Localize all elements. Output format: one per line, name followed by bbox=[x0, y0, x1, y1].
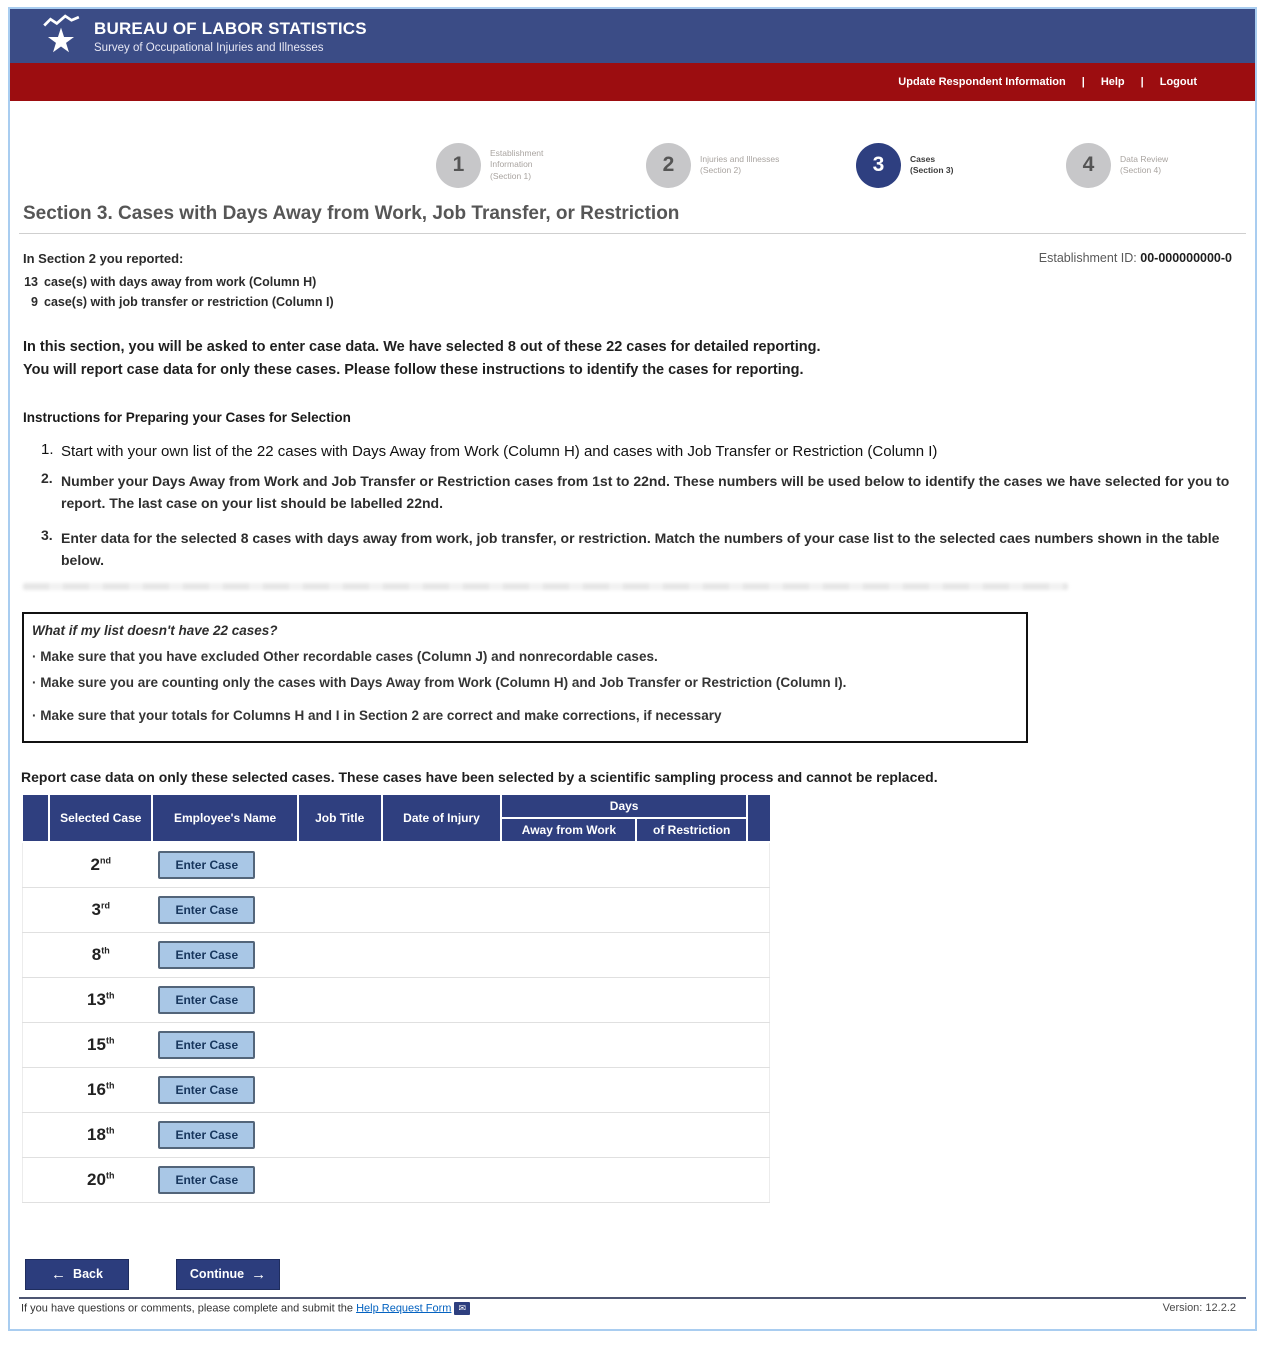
instruction-3-number: 3. bbox=[41, 527, 53, 543]
selected-cases-table bbox=[22, 793, 770, 1203]
update-respondent-link[interactable]: Update Respondent Information bbox=[898, 76, 1066, 88]
instruction-2-bold-2: 22nd bbox=[633, 473, 667, 489]
table-row bbox=[23, 1112, 770, 1157]
footer bbox=[19, 1297, 1246, 1329]
step-data-review bbox=[1066, 129, 1218, 201]
enter-case-button[interactable]: Enter Case bbox=[158, 1121, 255, 1149]
step-2-section: (Section 2) bbox=[700, 165, 742, 175]
step-3-circle: 3 bbox=[856, 143, 901, 188]
envelope-icon[interactable]: ✉ bbox=[454, 1302, 470, 1315]
continue-arrow-icon: → bbox=[251, 1265, 267, 1283]
help-box-item-2: · Make sure you are counting only the cases with Days Away from Work (Column H) and Job Transfer or Restriction (Column I). bbox=[32, 675, 847, 690]
instruction-3-bold: 8 cases with days away from work, job transfer, or restriction. bbox=[240, 530, 651, 546]
step-establishment-information bbox=[436, 129, 588, 201]
instruction-3-text-2: Match the numbers of your case list to the selected caes numbers shown in the table below. bbox=[61, 530, 1220, 568]
table-row bbox=[23, 1157, 770, 1202]
reported-intro: In Section 2 you reported: bbox=[23, 251, 184, 266]
help-request-form-link[interactable]: Help Request Form bbox=[356, 1302, 452, 1315]
app-subtitle: Survey of Occupational Injuries and Illnesses bbox=[94, 41, 324, 54]
instruction-2-text: Number your Days Away from Work and Job Transfer or Restriction cases from bbox=[61, 473, 593, 489]
step-3-label: Cases bbox=[910, 153, 936, 164]
table-header-employee-name: Employee's Name bbox=[152, 794, 297, 842]
table-row bbox=[23, 1022, 770, 1067]
count-days-away bbox=[19, 273, 1246, 292]
table-header-of-restriction: of Restriction bbox=[636, 818, 747, 842]
case-ordinal: 13th bbox=[49, 977, 152, 1022]
step-3-section: (Section 3) bbox=[910, 165, 954, 175]
intro-bold: 8 out of these 22 cases bbox=[507, 339, 667, 355]
intro-text-2: for detailed reporting. bbox=[666, 339, 821, 355]
establishment-id-label: Establishment ID: bbox=[1038, 251, 1137, 265]
logout-link[interactable]: Logout bbox=[1159, 76, 1197, 88]
enter-case-button[interactable]: Enter Case bbox=[158, 1031, 255, 1059]
step-injuries-illnesses bbox=[646, 129, 798, 201]
page-title: Section 3. Cases with Days Away from Work, Job Transfer, or Restriction bbox=[19, 201, 1246, 234]
enter-case-button[interactable]: Enter Case bbox=[158, 986, 255, 1014]
table-header-days: Days bbox=[501, 794, 747, 818]
count-days-away-text: case(s) with days away from work (Column H) bbox=[44, 275, 317, 289]
enter-case-button[interactable]: Enter Case bbox=[158, 1076, 255, 1104]
table-row bbox=[23, 1067, 770, 1112]
survey-page bbox=[8, 7, 1257, 1331]
version-label: Version: 12.2.2 bbox=[1162, 1302, 1236, 1314]
help-box-question: What if my list doesn't have 22 cases? bbox=[32, 623, 278, 638]
step-4-label: Data Review bbox=[1120, 153, 1169, 164]
instructions-heading: Instructions for Preparing your Cases for Selection bbox=[23, 410, 351, 425]
establishment-id bbox=[1039, 251, 1232, 266]
redacted-text-line bbox=[23, 583, 1068, 590]
instructions-list bbox=[19, 434, 1246, 571]
step-4-section: (Section 4) bbox=[1120, 165, 1162, 175]
table-caption: Report case data on only these selected cases. These cases have been selected by a scientific sampling process and cannot be replaced. bbox=[21, 769, 938, 785]
instruction-1-text: Start with your own list of the 22 cases with Days Away from Work (Column H) and cases with Job Transfer or Restriction (Column I) bbox=[61, 443, 938, 460]
help-link[interactable]: Help bbox=[1100, 76, 1125, 88]
count-days-away-value: 13 bbox=[24, 275, 38, 289]
instruction-2-bold-3: 22nd bbox=[406, 495, 440, 511]
table-header-selected-case: Selected Case bbox=[49, 794, 152, 842]
case-ordinal: 18th bbox=[49, 1112, 152, 1157]
back-button-label: Back bbox=[73, 1267, 103, 1281]
enter-case-button[interactable]: Enter Case bbox=[158, 1166, 255, 1194]
case-ordinal: 20th bbox=[49, 1157, 152, 1202]
continue-button[interactable] bbox=[176, 1259, 280, 1290]
instruction-item-2 bbox=[41, 470, 1246, 514]
case-ordinal: 16th bbox=[49, 1067, 152, 1112]
case-ordinal: 8th bbox=[49, 932, 152, 977]
intro-text: In this section, you will be asked to enter case data. We have selected bbox=[23, 339, 508, 355]
enter-case-button[interactable]: Enter Case bbox=[158, 896, 255, 924]
table-row bbox=[23, 977, 770, 1022]
count-job-transfer-text: case(s) with job transfer or restriction (Column I) bbox=[44, 295, 334, 309]
table-row bbox=[23, 932, 770, 977]
help-box-item-1: · Make sure that you have excluded Other recordable cases (Column J) and nonrecordable cases. bbox=[32, 649, 658, 664]
instruction-item-1 bbox=[41, 441, 1246, 463]
footer-help-text bbox=[21, 1302, 470, 1315]
enter-case-button[interactable]: Enter Case bbox=[158, 851, 255, 879]
step-1-label: Establishment Information bbox=[490, 148, 544, 170]
count-job-transfer-value: 9 bbox=[31, 295, 38, 309]
nav-separator: | bbox=[1081, 76, 1085, 88]
establishment-id-value: 00-000000000-0 bbox=[1140, 251, 1232, 265]
table-row bbox=[23, 842, 770, 887]
table-header-edge-left bbox=[23, 794, 50, 842]
top-nav-bar bbox=[10, 63, 1255, 101]
table-row bbox=[23, 887, 770, 932]
progress-steps bbox=[19, 129, 1246, 201]
nav-buttons bbox=[19, 1259, 1246, 1290]
bls-star-logo-icon bbox=[40, 13, 82, 59]
masthead bbox=[10, 9, 1255, 63]
back-arrow-icon: ← bbox=[51, 1265, 67, 1283]
nav-separator: | bbox=[1140, 76, 1144, 88]
app-title: BUREAU OF LABOR STATISTICS bbox=[94, 18, 367, 38]
step-2-circle: 2 bbox=[646, 143, 691, 188]
instruction-2-text-3: . These numbers will be used below to identify the cases we have selected for you to report. The last case on your list should be labelled bbox=[61, 473, 1230, 511]
step-2-label: Injuries and Illnesses bbox=[700, 153, 780, 164]
instruction-2-number: 2. bbox=[41, 470, 53, 486]
instruction-1-number: 1. bbox=[41, 441, 54, 458]
footer-text: If you have questions or comments, please complete and submit the bbox=[21, 1302, 357, 1315]
step-4-circle: 4 bbox=[1066, 143, 1111, 188]
instruction-2-text-4: . bbox=[439, 495, 443, 511]
table-header-edge-right bbox=[747, 794, 770, 842]
main-content bbox=[10, 101, 1255, 1329]
table-header-away-from-work: Away from Work bbox=[501, 818, 636, 842]
instruction-2-bold-1: 1st bbox=[592, 473, 613, 489]
help-box bbox=[22, 612, 1028, 743]
enter-case-button[interactable]: Enter Case bbox=[158, 941, 255, 969]
case-ordinal: 3rd bbox=[49, 887, 152, 932]
table-header-job-title: Job Title bbox=[298, 794, 382, 842]
step-1-circle: 1 bbox=[436, 143, 481, 188]
case-ordinal: 15th bbox=[49, 1022, 152, 1067]
instruction-item-3 bbox=[41, 527, 1246, 571]
intro-paragraph bbox=[19, 336, 1246, 382]
intro-line-2: You will report case data for only these cases. Please follow these instructions to identify the cases for reporting. bbox=[23, 362, 804, 378]
count-job-transfer bbox=[19, 293, 1246, 312]
continue-button-label: Continue bbox=[189, 1267, 245, 1281]
step-1-section: (Section 1) bbox=[490, 170, 532, 181]
back-button[interactable] bbox=[25, 1259, 129, 1290]
help-box-item-3: · Make sure that your totals for Columns H and I in Section 2 are correct and make corrections, if necessary bbox=[32, 708, 722, 723]
instruction-2-text-2: to bbox=[612, 473, 634, 489]
instruction-3-text: Enter data for the selected bbox=[61, 530, 241, 546]
case-ordinal: 2nd bbox=[49, 842, 152, 887]
step-cases-active bbox=[856, 129, 1008, 201]
table-header-date-of-injury: Date of Injury bbox=[382, 794, 502, 842]
